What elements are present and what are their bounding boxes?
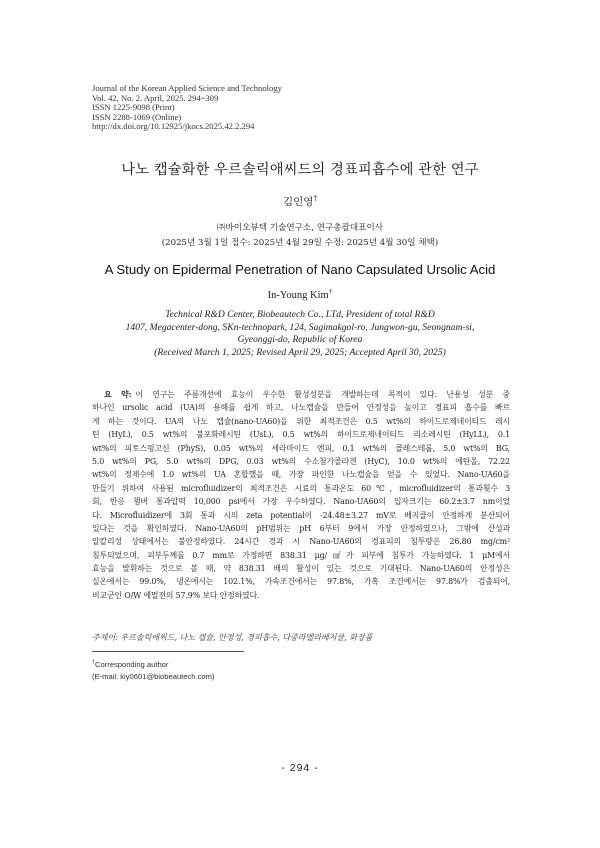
author-english-name: In-Young Kim — [267, 290, 329, 301]
issn-online: ISSN 2288-1069 (Online) — [92, 111, 182, 122]
abstract-line: 알칼리성 상태에서는 불안정하였다. 24시간 경과 시 Nano-UA60의 경표피의 침투량은 26.80 mg/cm² — [92, 537, 510, 547]
abstract-line: 하나인 ursolic acid (UA)의 용해를 쉽게 하고, 나노캡슐을 만들어 안정성을 높이고 경표피 흡수를 빠르 — [92, 403, 510, 413]
title-english: A Study on Epidermal Penetration of Nano Capsulated Ursolic Acid — [104, 262, 496, 277]
abstract-line: 5.0 wt%의 PG, 5.0 wt%의 DPG, 0.03 wt%의 수소첨가콜라겐 (HyC), 10.0 wt%의 에탄올, 72.22 — [92, 456, 510, 466]
issn-print: ISSN 1225-9098 (Print) — [92, 102, 175, 113]
corresponding-mark-en: † — [328, 286, 333, 296]
footnote-corresponding-text: Corresponding author — [94, 660, 169, 669]
footnote-email[interactable]: (E-mail: kiy0601@biobeautech.com) — [92, 672, 215, 681]
abstract-line: 틴 (HyL), 0.5 wt%의 불포화레시틴 (UsL), 0.5 wt%의 하이드로제네이티드 리소레시틴 (HyLL), 0.1 — [92, 430, 510, 440]
affiliation-english — [0, 309, 600, 359]
abstract-line — [92, 388, 510, 401]
abstract-line: wt%의 피토스핑고신 (PhyS), 0.05 wt%의 세라마이드 엔피, 0.1 wt%의 콜레스테롤, 5.0 wt%의 BG, — [92, 443, 510, 453]
corresponding-mark: † — [313, 193, 318, 203]
dates-korean: (2025년 3월 1일 접수: 2025년 4월 29일 수정: 2025년 4월 30일 채택) — [161, 237, 439, 248]
affiliation-korean-text: ㈜바이오뷰텍 기술연구소, 연구총괄대표이사 — [216, 223, 384, 233]
abstract-line: 침투되었으며, 피부두께를 0.7 mm로 가정하면 838.31 μg/㎠가 피부에 침투가 가능하였다. 1 μM에서 — [92, 550, 510, 560]
abstract-line: 효능을 발휘하는 것으로 볼 때, 약 838.31 배의 활성이 있는 것으로 기대된다. Nano-UA60의 안정성은 — [92, 564, 510, 574]
affiliation-line: Gyeonggi-do, Republic of Korea — [237, 334, 363, 346]
author-english — [0, 286, 600, 301]
doi-link[interactable]: http://dx.doi.org/10.12925/jkocs.2025.42.2.294 — [92, 121, 255, 132]
abstract-line: wt%의 정제수에 1.0 wt%의 UA 혼합했을 때, 가장 파인한 나노캡슐을 얻을 수 있었다. Nano-UA60을 — [92, 470, 510, 480]
abstract-line: 실온에서는 99.0%, 냉온에서는 102.1%, 가속조건에서는 97.8%, 가혹 조건에서는 97.8%가 검출되어, — [92, 577, 510, 587]
abstract-line: 다. Microfluidizer에 3회 통과 시의 zeta potential이 -24.48±3.27 mV로 베지클이 안정하게 분산되어 — [92, 510, 510, 520]
title-korean: 나노 캡슐화한 우르솔릭애씨드의 경표피흡수에 관한 연구 — [121, 162, 479, 178]
received-dates: (Received March 1, 2025; Revised April 29, 2025; Accepted April 30, 2025) — [154, 346, 446, 358]
affiliation-line: 1407, Megacenter-dong, SKn-technopark, 124, Sagimakgol-ro, Jungwon-gu, Seongnam-si, — [125, 321, 475, 333]
footnote-mark: † — [92, 659, 95, 666]
journal-name: Journal of the Korean Applied Science and Technology — [92, 83, 282, 93]
page-number: - 294 - — [281, 762, 319, 774]
abstract-line: 비교군인 O/W 에멀젼의 57.9% 보다 안정하였다. — [92, 590, 260, 600]
footnote-divider — [92, 651, 244, 652]
journal-volume: Vol. 42, No. 2. April, 2025. 294~309 — [92, 92, 219, 103]
author-korean — [0, 194, 600, 209]
footnote — [92, 659, 392, 683]
abstract-label: 요 약: — [104, 390, 132, 399]
abstract-line: 있다는 것을 확인하였다. Nano-UA60의 pH범위는 pH 6부터 9에서 가장 안정하였으나, 그밖에 산성과 — [92, 523, 510, 533]
abstract-line-text: 이 연구는 주름개선에 효능이 우수한 활성성분을 개발하는데 목적이 있다. 난용성 성분 중 — [135, 390, 510, 399]
abstract — [92, 388, 510, 602]
journal-header — [92, 84, 422, 132]
keywords: 주제어: 우르솔릭애씨드, 나노 캡슐, 안정성, 경피흡수, 다중라멜라베지클, 화장품 — [92, 633, 373, 642]
author-korean-name: 김인영 — [282, 196, 314, 208]
abstract-line: 회, 반응 챔버 통과압력 10,000 psi에서 가장 우수하였다. Nano-UA60의 입자크기는 60.2±3.7 nm이었 — [92, 497, 510, 507]
affiliation-korean — [0, 221, 600, 250]
abstract-line: 만들기 위하여 사용된 microfluidizer의 최적조건은 시료의 통과온도 60℃, microfluidizer의 통과횟수 3 — [92, 483, 510, 493]
footnote-corresponding — [92, 659, 392, 671]
affiliation-line: Technical R&D Center, Biobeautech Co., LTd, President of total R&D — [165, 309, 435, 320]
abstract-line: 게 하는 것이다. UA의 나노 캡슐(nano-UA60)을 위한 최적조건은 0.5 wt%의 하이드로제네이티드 레시 — [92, 416, 510, 426]
